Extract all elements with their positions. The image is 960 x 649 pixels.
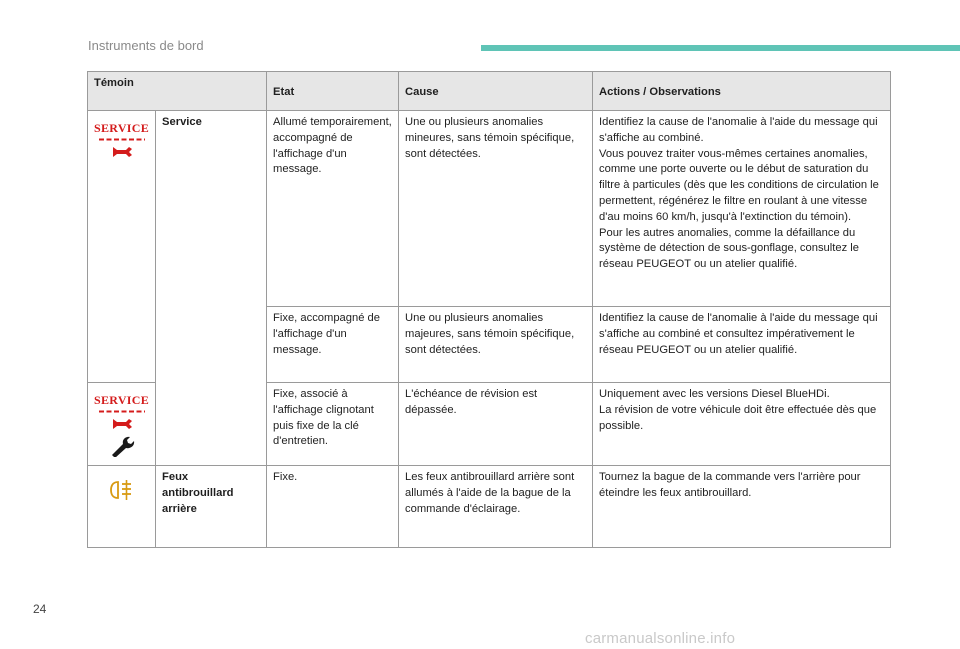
action-cell — [593, 466, 891, 548]
table-row — [88, 111, 891, 307]
watermark: carmanualsonline.info — [585, 630, 736, 647]
table-row — [88, 466, 891, 548]
column-header-actions: Actions / Observations — [593, 72, 891, 111]
service-with-wrench-icon: SERVICE — [94, 393, 149, 457]
lamp-name-service: Service — [156, 111, 267, 466]
etat-cell: Fixe, accompagné de l'affichage d'un message. — [267, 307, 399, 383]
action-cell — [593, 307, 891, 383]
cause-cell: L'échéance de révision est dépassée. — [399, 383, 593, 466]
action-line: Identifiez la cause de l'anomalie à l'aide du message qui s'affiche au combiné et consultez impérativement le réseau PEUGEOT ou un atelier qualifié. — [599, 312, 878, 356]
service-warning-lamp-icon: SERVICE — [94, 121, 149, 159]
etat-cell: Allumé temporairement, accompagné de l'affichage d'un message. — [267, 111, 399, 307]
column-header-temoin: Témoin — [88, 72, 267, 111]
section-title: Instruments de bord — [88, 38, 204, 53]
cause-cell: Les feux antibrouillard arrière sont allumés à l'aide de la bague de la commande d'éclairage. — [399, 466, 593, 548]
lamp-name-fog: Feux antibrouillard arrière — [156, 466, 267, 548]
action-line: Tournez la bague de la commande vers l'arrière pour éteindre les feux antibrouillard. — [599, 471, 861, 499]
column-header-etat: Etat — [267, 72, 399, 111]
action-line: Pour les autres anomalies, comme la défaillance du système de détection de sous-gonflage, consultez le réseau PEUGEOT ou un atelier qualifié. — [599, 226, 859, 271]
icon-cell — [88, 466, 156, 548]
icon-cell — [88, 111, 156, 383]
rear-fog-lamp-icon — [107, 478, 137, 502]
action-cell — [593, 383, 891, 466]
action-line: La révision de votre véhicule doit être effectuée dès que possible. — [599, 403, 877, 432]
action-line: Vous pouvez traiter vous-mêmes certaines anomalies, comme une porte ouverte ou le début de saturation du filtre à particules (dès que les conditions de circulation le permettent, régénérez le filtre en roulant à une vitesse d'au moins 60 km/h, jusqu'à l'extinction du témoin). — [599, 147, 879, 223]
section-accent-bar — [481, 45, 960, 51]
cause-cell: Une ou plusieurs anomalies mineures, sans témoin spécifique, sont détectées. — [399, 111, 593, 307]
action-line: Identifiez la cause de l'anomalie à l'aide du message qui s'affiche au combiné. — [599, 116, 878, 144]
etat-cell: Fixe. — [267, 466, 399, 548]
icon-cell — [88, 383, 156, 466]
cause-cell: Une ou plusieurs anomalies majeures, sans témoin spécifique, sont détectées. — [399, 307, 593, 383]
action-line: Uniquement avec les versions Diesel BlueHDi. — [599, 388, 830, 400]
action-cell — [593, 111, 891, 307]
column-header-cause: Cause — [399, 72, 593, 111]
wrench-icon — [109, 435, 135, 457]
etat-cell: Fixe, associé à l'affichage clignotant puis fixe de la clé d'entretien. — [267, 383, 399, 466]
warning-lamp-table — [87, 71, 891, 548]
table-header-row — [88, 72, 891, 111]
page-number: 24 — [33, 602, 47, 616]
